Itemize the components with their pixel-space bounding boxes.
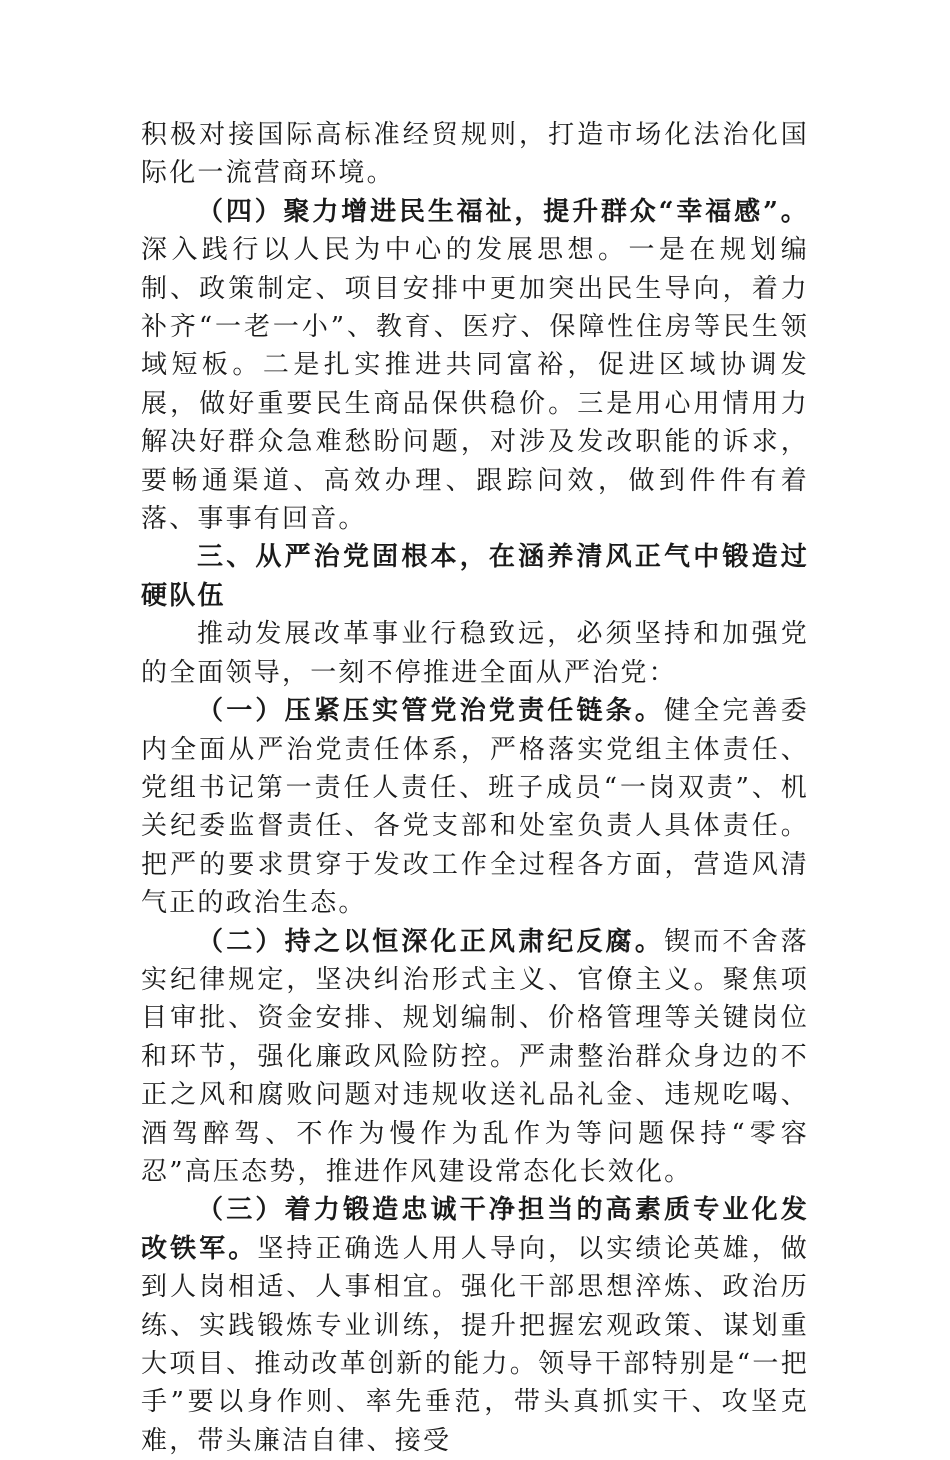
- paragraph-team: [141, 1191, 809, 1460]
- paragraph-lead: （一）压紧压实管党治党责任链条。: [197, 696, 665, 727]
- paragraph-lead: （二）持之以恒深化正风肃纪反腐。: [197, 926, 665, 957]
- paragraph-lead: （四）聚力增进民生福祉，提升群众“幸福感”。: [197, 196, 809, 227]
- paragraph-text: 积极对接国际高标准经贸规则，打造市场化法治化国际化一流营商环境。: [141, 120, 809, 189]
- paragraph-text: 推动发展改革事业行稳致远，必须坚持和加强党的全面领导，一刻不停推进全面从严治党：: [141, 619, 809, 688]
- document-body: [141, 116, 809, 1460]
- paragraph-continuation: [141, 116, 809, 193]
- paragraph-text: 坚持正确选人用人导向，以实绩论英雄，做到人岗相适、人事相宜。强化干部思想淬炼、政治历练、实践锻炼专业训练，提升把握宏观政策、谋划重大项目、推动改革创新的能力。领导干部特别是“一把手”要以身作则、率先垂范，带头真抓实干、攻坚克难，带头廉洁自律、接受: [141, 1233, 809, 1456]
- paragraph-discipline: [141, 923, 809, 1192]
- paragraph-text: 深入践行以人民为中心的发展思想。一是在规划编制、政策制定、项目安排中更加突出民生导向，着力补齐“一老一小”、教育、医疗、保障性住房等民生领域短板。二是扎实推进共同富裕，促进区域协调发展，做好重要民生商品保供稳价。三是用心用情用力解决好群众急难愁盼问题，对涉及发改职能的诉求，要畅通渠道、高效办理、跟踪问效，做到件件有着落、事事有回音。: [141, 235, 809, 535]
- paragraph-text: 健全完善委内全面从严治党责任体系，严格落实党组主体责任、党组书记第一责任人责任、班子成员“一岗双责”、机关纪委监督责任、各党支部和处室负责人具体责任。把严的要求贯穿于发改工作全过程各方面，营造风清气正的政治生态。: [141, 696, 809, 919]
- paragraph-livelihood: [141, 193, 809, 539]
- paragraph-intro: [141, 615, 809, 692]
- paragraph-text: 锲而不舍落实纪律规定，坚决纠治形式主义、官僚主义。聚焦项目审批、资金安排、规划编制、价格管理等关键岗位和环节，强化廉政风险防控。严肃整治群众身边的不正之风和腐败问题对违规收送礼品礼金、违规吃喝、酒驾醉驾、不作为慢作为乱作为等问题保持“零容忍”高压态势，推进作风建设常态化长效化。: [141, 926, 809, 1187]
- paragraph-lead: （三）着力锻造忠诚干净担当的高素质专业化发改铁军。: [141, 1195, 809, 1264]
- section-heading: 三、从严治党固根本，在涵养清风正气中锻造过硬队伍: [141, 542, 809, 611]
- paragraph-responsibility: [141, 692, 809, 922]
